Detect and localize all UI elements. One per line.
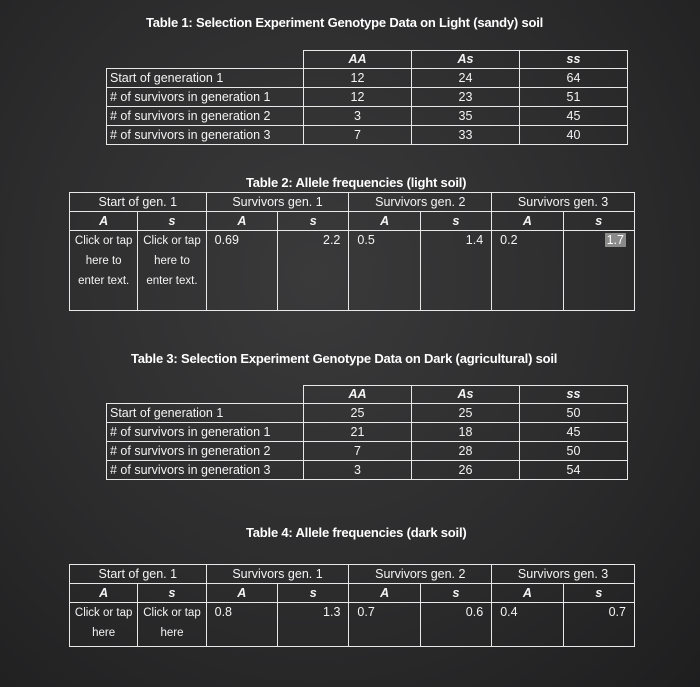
cell[interactable]: 51 [520, 88, 628, 107]
cell[interactable]: 50 [520, 442, 628, 461]
table1-title: Table 1: Selection Experiment Genotype Data on Light (sandy) soil [146, 15, 544, 30]
table-row [107, 423, 628, 442]
cell[interactable]: 1.3 [278, 603, 349, 647]
table1-header-ss: ss [520, 51, 628, 69]
table-row [107, 442, 628, 461]
allele-header: s [420, 584, 491, 603]
allele-header: A [70, 212, 138, 231]
row-label: # of survivors in generation 3 [107, 461, 304, 480]
table2-allele-frequencies [69, 192, 635, 311]
table4-allele-frequencies [69, 564, 635, 647]
cell[interactable]: 7 [304, 126, 412, 145]
cell[interactable]: 0.2 [492, 231, 563, 311]
row-label: # of survivors in generation 1 [107, 423, 304, 442]
cell[interactable]: 33 [412, 126, 520, 145]
table3-header-aa: AA [304, 386, 412, 404]
cell[interactable]: 23 [412, 88, 520, 107]
cell[interactable]: 0.4 [492, 603, 563, 647]
table2-group-surv1: Survivors gen. 1 [206, 193, 349, 212]
table3-header-ss: ss [520, 386, 628, 404]
cell[interactable]: 45 [520, 423, 628, 442]
table2-group-start: Start of gen. 1 [70, 193, 207, 212]
table2-title: Table 2: Allele frequencies (light soil) [246, 175, 467, 190]
table3-title: Table 3: Selection Experiment Genotype Data on Dark (agricultural) soil [131, 351, 558, 366]
table4-group-surv3: Survivors gen. 3 [492, 565, 635, 584]
allele-header: A [349, 212, 420, 231]
table-row [107, 461, 628, 480]
allele-header: A [349, 584, 420, 603]
table2-group-surv2: Survivors gen. 2 [349, 193, 492, 212]
allele-header: s [563, 212, 634, 231]
allele-header: A [70, 584, 138, 603]
cell[interactable]: 12 [304, 88, 412, 107]
cell[interactable]: 26 [412, 461, 520, 480]
cell[interactable]: 0.5 [349, 231, 420, 311]
cell[interactable]: 54 [520, 461, 628, 480]
text-entry-field[interactable]: Click or tap here [138, 603, 206, 647]
text-entry-field[interactable]: Click or tap here [70, 603, 138, 647]
table1-genotype [106, 50, 628, 145]
cell[interactable]: 18 [412, 423, 520, 442]
cell[interactable]: 12 [304, 69, 412, 88]
cell[interactable]: 28 [412, 442, 520, 461]
cell[interactable]: 0.8 [206, 603, 277, 647]
cell[interactable] [563, 231, 634, 311]
cell[interactable]: 0.6 [420, 603, 491, 647]
allele-header: A [206, 584, 277, 603]
allele-header: s [420, 212, 491, 231]
row-label: # of survivors in generation 2 [107, 107, 304, 126]
cell[interactable]: 25 [412, 404, 520, 423]
allele-header: s [138, 584, 206, 603]
row-label: # of survivors in generation 2 [107, 442, 304, 461]
allele-header: A [206, 212, 277, 231]
table4-group-start: Start of gen. 1 [70, 565, 207, 584]
row-label: Start of generation 1 [107, 404, 304, 423]
row-label: # of survivors in generation 1 [107, 88, 304, 107]
allele-header: s [278, 584, 349, 603]
allele-header: s [278, 212, 349, 231]
table4-title: Table 4: Allele frequencies (dark soil) [246, 525, 467, 540]
table3-genotype [106, 385, 628, 480]
cell[interactable]: 24 [412, 69, 520, 88]
cell[interactable]: 3 [304, 461, 412, 480]
table4-group-surv2: Survivors gen. 2 [349, 565, 492, 584]
table-row [107, 126, 628, 145]
allele-header: A [492, 584, 563, 603]
text-entry-field[interactable]: Click or tap here to enter text. [138, 231, 206, 311]
cell[interactable]: 45 [520, 107, 628, 126]
cell[interactable]: 64 [520, 69, 628, 88]
cell[interactable]: 0.7 [563, 603, 634, 647]
row-label: # of survivors in generation 3 [107, 126, 304, 145]
cell[interactable]: 0.69 [206, 231, 277, 311]
cell[interactable]: 0.7 [349, 603, 420, 647]
table1-corner [107, 51, 304, 69]
cell[interactable]: 25 [304, 404, 412, 423]
highlighted-value: 1.7 [606, 233, 624, 247]
cell[interactable]: 21 [304, 423, 412, 442]
allele-header: A [492, 212, 563, 231]
table3-header-as: As [412, 386, 520, 404]
table1-header-as: As [412, 51, 520, 69]
allele-header: s [138, 212, 206, 231]
cell[interactable]: 50 [520, 404, 628, 423]
table-row [107, 107, 628, 126]
cell[interactable]: 1.4 [420, 231, 491, 311]
cell[interactable]: 7 [304, 442, 412, 461]
table-row [107, 88, 628, 107]
allele-header: s [563, 584, 634, 603]
cell[interactable]: 2.2 [278, 231, 349, 311]
cell[interactable]: 35 [412, 107, 520, 126]
table2-group-surv3: Survivors gen. 3 [492, 193, 635, 212]
row-label: Start of generation 1 [107, 69, 304, 88]
text-entry-field[interactable]: Click or tap here to enter text. [70, 231, 138, 311]
table-row [107, 404, 628, 423]
table-row [107, 69, 628, 88]
cell[interactable]: 3 [304, 107, 412, 126]
cell[interactable]: 40 [520, 126, 628, 145]
table1-header-aa: AA [304, 51, 412, 69]
table4-group-surv1: Survivors gen. 1 [206, 565, 349, 584]
table3-corner [107, 386, 304, 404]
